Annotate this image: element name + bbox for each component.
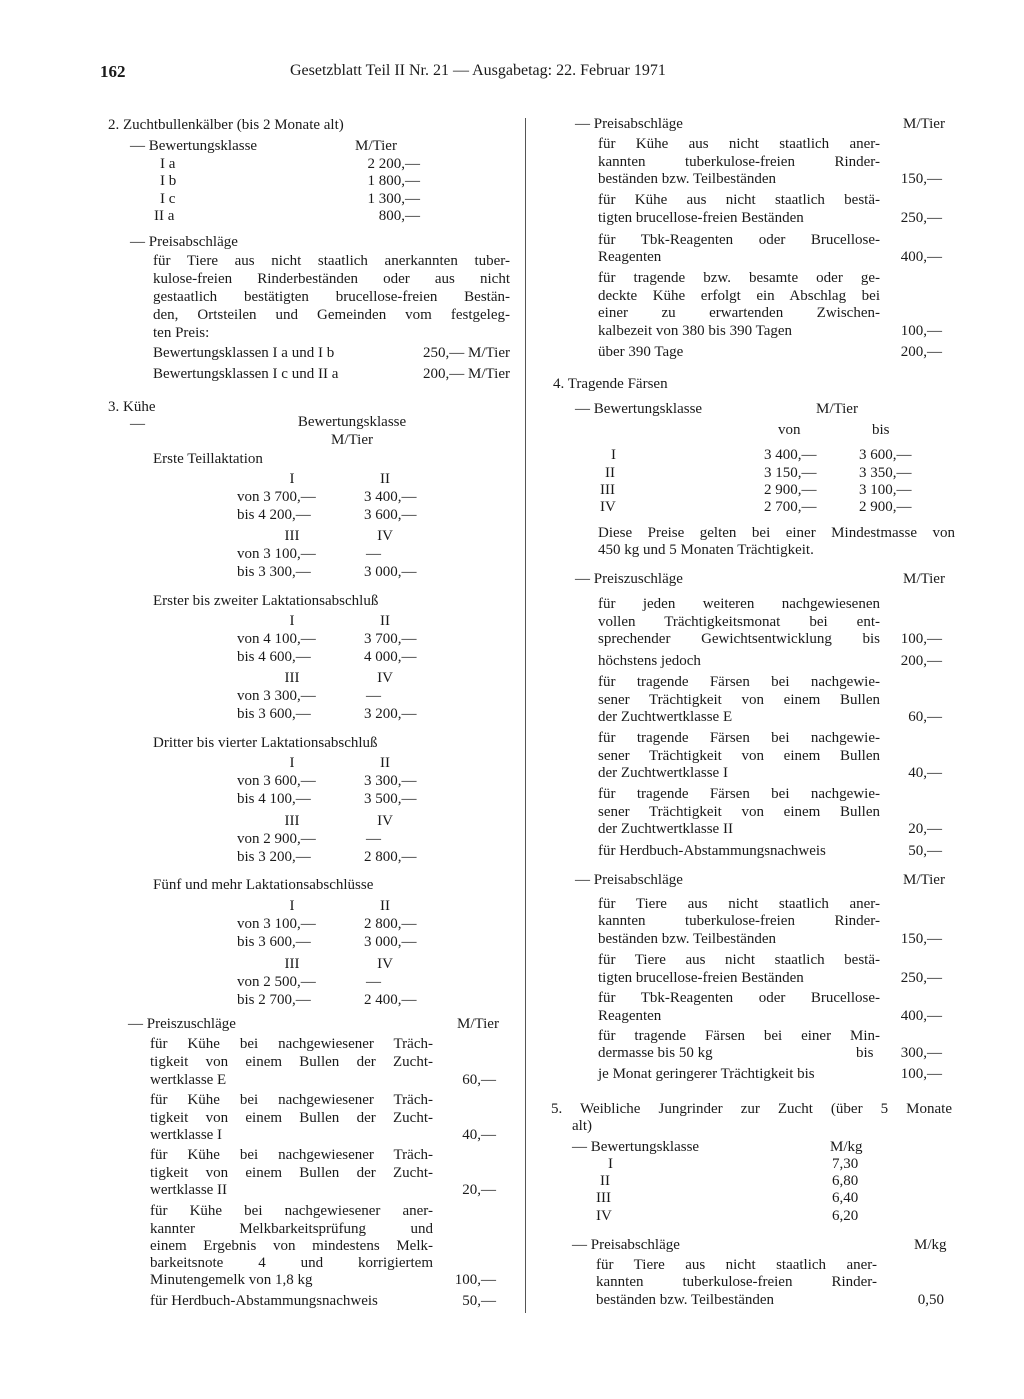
text-line: wertklasse II xyxy=(150,1182,228,1198)
text-line: tigkeit von einem Bullen der Zucht- xyxy=(150,1165,433,1181)
price-value: 400,— xyxy=(900,1008,942,1024)
class-label: I a xyxy=(160,156,176,172)
price-value: 3 600,— xyxy=(364,507,417,523)
text-line: der Zuchtwertklasse I xyxy=(598,765,728,781)
class-label: III xyxy=(600,482,615,498)
class-label: I xyxy=(611,447,616,463)
text-line: für Kühe aus nicht staatlich aner- xyxy=(598,136,880,152)
dash: — xyxy=(130,416,145,432)
text-line: für Tiere aus nicht staatlich aner- xyxy=(598,896,880,912)
text-line: tigkeit von einem Bullen der Zucht- xyxy=(150,1110,433,1126)
price-value: 6,20 xyxy=(832,1208,859,1224)
price-value: 300,— xyxy=(900,1045,942,1061)
price-value: 40,— xyxy=(908,765,942,781)
price-value: 100,— xyxy=(900,1066,942,1082)
class-heading: IV xyxy=(377,956,393,972)
unit-label: M/Tier xyxy=(903,872,945,888)
class-heading: III xyxy=(284,813,300,829)
price-to: bis 3 600,— xyxy=(237,706,311,722)
group-title: Erste Teillaktation xyxy=(153,451,263,467)
text-line: Reagenten xyxy=(598,249,662,265)
text-line: für tragende Färsen bei nachgewie- xyxy=(598,674,880,690)
text-line: für Tiere aus nicht staatlich anerkannten tuber- xyxy=(153,253,510,269)
text-line: tigten brucellose-freien Beständen xyxy=(598,210,804,226)
bewertungsklasse-label: Bewertungsklasse xyxy=(297,414,407,430)
price-value: 150,— xyxy=(900,171,942,187)
column-heading-von: von xyxy=(778,422,801,438)
price-from: von 3 300,— xyxy=(237,688,316,704)
price-value: — xyxy=(366,688,381,704)
text-line: sener Trächtigkeit von einem Bullen xyxy=(598,692,880,708)
text-line: der Zuchtwertklasse E xyxy=(598,709,733,725)
text-line: für Tiere aus nicht staatlich bestä- xyxy=(598,952,880,968)
class-heading: II xyxy=(380,471,390,487)
text-line: kannter Melkbarkeitsprüfung und xyxy=(150,1221,433,1237)
text-line: tigkeit von einem Bullen der Zucht- xyxy=(150,1054,433,1070)
price-value: 6,80 xyxy=(832,1173,859,1189)
price-to: 2 900,— xyxy=(859,499,912,515)
price-value: 20,— xyxy=(908,821,942,837)
price-value: 3 700,— xyxy=(364,631,417,647)
bewertungsklasse-label: — Bewertungsklasse xyxy=(130,138,258,154)
class-heading: III xyxy=(284,528,300,544)
text-line: für Kühe bei nachgewiesener Träch- xyxy=(150,1092,433,1108)
text-line: Diese Preise gelten bei einer Mindestmasse von xyxy=(598,525,955,541)
preiszuschlaege-label: — Preiszuschläge xyxy=(128,1016,236,1032)
class-value: 1 300,— xyxy=(367,191,420,207)
text-line: je Monat geringerer Trächtigkeit bis xyxy=(598,1066,815,1082)
text-line: Reagenten xyxy=(598,1008,662,1024)
abschlag-label: Bewertungsklassen I a und I b xyxy=(153,345,335,361)
class-value: 2 200,— xyxy=(367,156,420,172)
class-heading: II xyxy=(380,755,390,771)
text-line: für Kühe bei nachgewiesener aner- xyxy=(150,1203,433,1219)
text-line: einer zu erwartenden Zwischen- xyxy=(598,305,880,321)
price-value: 2 800,— xyxy=(364,916,417,932)
text-line: ten Preis: xyxy=(153,325,210,341)
text-line: kannten tuberkulose-freien Rinder- xyxy=(598,913,880,929)
price-from: von 2 900,— xyxy=(237,831,316,847)
text-line: kalbezeit von 380 bis 390 Tagen xyxy=(598,323,793,339)
text-line: für Kühe bei nachgewiesener Träch- xyxy=(150,1147,433,1163)
text-line: 450 kg und 5 Monaten Trächtigkeit. xyxy=(598,542,814,558)
price-value: 40,— xyxy=(462,1127,496,1143)
class-label: II xyxy=(600,1173,610,1189)
class-label: II a xyxy=(154,208,175,224)
price-value: 100,— xyxy=(900,323,942,339)
class-label: III xyxy=(596,1190,611,1206)
price-value: 250,— xyxy=(900,970,942,986)
text-line: dermasse bis 50 kg xyxy=(598,1045,713,1061)
preiszuschlaege-label: — Preiszuschläge xyxy=(575,571,683,587)
price-value: 100,— xyxy=(454,1272,496,1288)
bewertungsklasse-label: — Bewertungsklasse xyxy=(575,401,703,417)
price-value: 3 400,— xyxy=(364,489,417,505)
unit-label: M/kg xyxy=(914,1237,947,1253)
unit-label: M/Tier xyxy=(355,138,397,154)
preisabschlaege-label: — Preisabschläge xyxy=(575,116,683,132)
price-value: 50,— xyxy=(462,1293,496,1309)
price-from: von 4 100,— xyxy=(237,631,316,647)
class-heading: IV xyxy=(377,528,393,544)
section-2-title: 2. Zuchtbullenkälber (bis 2 Monate alt) xyxy=(108,117,344,133)
price-to: bis 3 600,— xyxy=(237,934,311,950)
price-to: 3 100,— xyxy=(859,482,912,498)
class-label: I b xyxy=(160,173,177,189)
abschlag-value: 200,— M/Tier xyxy=(423,366,510,382)
text-line: beständen bzw. Teilbeständen xyxy=(598,171,777,187)
class-label: II xyxy=(605,465,615,481)
text-line: gestaatlich bestätigten brucellose-freien Bestän- xyxy=(153,289,510,305)
unit-label: M/Tier xyxy=(457,1016,499,1032)
unit-label: M/kg xyxy=(830,1139,863,1155)
price-to: 3 600,— xyxy=(859,447,912,463)
price-value: 0,50 xyxy=(917,1292,944,1308)
price-value: 60,— xyxy=(908,709,942,725)
class-heading: IV xyxy=(377,813,393,829)
price-to: bis 2 700,— xyxy=(237,992,311,1008)
text-line: wertklasse I xyxy=(150,1127,223,1143)
price-value: — xyxy=(366,831,381,847)
page-number: 162 xyxy=(100,62,126,81)
section-5-title: 5. Weibliche Jungrinder zur Zucht (über 5 Monate xyxy=(551,1101,952,1117)
price-to: bis 3 200,— xyxy=(237,849,311,865)
text-line: Minutengemelk von 1,8 kg xyxy=(150,1272,313,1288)
price-value: 3 300,— xyxy=(364,773,417,789)
text-line: vollen Trächtigkeitsmonat bei ent- xyxy=(598,614,880,630)
text-line: für tragende Färsen bei nachgewie- xyxy=(598,730,880,746)
price-value: 200,— xyxy=(900,344,942,360)
price-value: 3 000,— xyxy=(364,934,417,950)
unit-label: M/Tier xyxy=(816,401,858,417)
text-line: barkeitsnote 4 und korrigiertem xyxy=(150,1255,433,1271)
text-line: einem Ergebnis von mindestens Melk- xyxy=(150,1238,433,1254)
class-value: 1 800,— xyxy=(367,173,420,189)
unit-label: M/Tier xyxy=(331,432,373,448)
text-line: für Herdbuch-Abstammungsnachweis xyxy=(598,843,826,859)
abschlag-label: Bewertungsklassen I c und II a xyxy=(153,366,339,382)
column-heading-bis: bis xyxy=(872,422,890,438)
price-from: von 3 100,— xyxy=(237,546,316,562)
price-from: 2 900,— xyxy=(764,482,817,498)
price-value: 400,— xyxy=(900,249,942,265)
price-from: 2 700,— xyxy=(764,499,817,515)
price-value: 100,— xyxy=(900,631,942,647)
section-3-title: 3. Kühe xyxy=(108,399,156,415)
price-value: 2 800,— xyxy=(364,849,417,865)
price-from: 3 400,— xyxy=(764,447,817,463)
text-line: tigten brucellose-freien Beständen xyxy=(598,970,804,986)
text-line: für jeden weiteren nachgewiesenen xyxy=(598,596,880,612)
text-line: für Tiere aus nicht staatlich aner- xyxy=(596,1257,877,1273)
page-header-title: Gesetzblatt Teil II Nr. 21 — Ausgabetag: 22. Februar 1971 xyxy=(290,62,666,79)
abschlag-value: 250,— M/Tier xyxy=(423,345,510,361)
text-line: für tragende bzw. besamte oder ge- xyxy=(598,270,880,286)
text-line: für tragende Färsen bei nachgewie- xyxy=(598,786,880,802)
text-line: kannten tuberkulose-freien Rinder- xyxy=(596,1274,877,1290)
preisabschlaege-label: — Preisabschläge xyxy=(130,234,238,250)
price-from: 3 150,— xyxy=(764,465,817,481)
text-line: für tragende Färsen bei einer Min- xyxy=(598,1028,880,1044)
text-line: über 390 Tage xyxy=(598,344,684,360)
price-value: 60,— xyxy=(462,1072,496,1088)
price-to: bis 3 300,— xyxy=(237,564,311,580)
price-value: — xyxy=(366,546,381,562)
class-heading: I xyxy=(289,613,295,629)
section-4-title: 4. Tragende Färsen xyxy=(553,376,668,392)
preisabschlaege-label: — Preisabschläge xyxy=(575,872,683,888)
text-line: kulose-freien Rinderbeständen oder aus nicht xyxy=(153,271,510,287)
class-label: I c xyxy=(160,191,176,207)
column-divider xyxy=(525,118,526,1313)
class-label: IV xyxy=(596,1208,612,1224)
price-value: 4 000,— xyxy=(364,649,417,665)
section-5-title-cont: alt) xyxy=(572,1118,592,1134)
text-line: sener Trächtigkeit von einem Bullen xyxy=(598,804,880,820)
price-value: 6,40 xyxy=(832,1190,859,1206)
text-line: sprechender Gewichtsentwicklung bis xyxy=(598,631,880,647)
class-label: I xyxy=(608,1156,613,1172)
class-heading: III xyxy=(284,670,300,686)
text-line: für Kühe aus nicht staatlich bestä- xyxy=(598,192,880,208)
text-line: sener Trächtigkeit von einem Bullen xyxy=(598,748,880,764)
class-label: IV xyxy=(600,499,616,515)
text-line: der Zuchtwertklasse II xyxy=(598,821,733,837)
price-from: von 3 100,— xyxy=(237,916,316,932)
text-line: kannten tuberkulose-freien Rinder- xyxy=(598,154,880,170)
text-line: den, Ortsteilen und Gemeinden vom festgeleg- xyxy=(153,307,510,323)
price-value: 3 200,— xyxy=(364,706,417,722)
price-to: bis 4 200,— xyxy=(237,507,311,523)
text-line: beständen bzw. Teilbeständen xyxy=(596,1292,775,1308)
text-line: für Herdbuch-Abstammungsnachweis xyxy=(150,1293,378,1309)
class-value: 800,— xyxy=(378,208,420,224)
text-line: deckte Kühe erfolgt ein Abschlag bei xyxy=(598,288,880,304)
price-value: — xyxy=(366,974,381,990)
class-heading: I xyxy=(289,471,295,487)
bewertungsklasse-label: — Bewertungsklasse xyxy=(572,1139,700,1155)
price-to: 3 350,— xyxy=(859,465,912,481)
class-heading: I xyxy=(289,898,295,914)
price-value: 150,— xyxy=(900,931,942,947)
price-value: 50,— xyxy=(908,843,942,859)
class-heading: I xyxy=(289,755,295,771)
unit-label: M/Tier xyxy=(903,116,945,132)
text-line: für Kühe bei nachgewiesener Träch- xyxy=(150,1036,433,1052)
text-line: beständen bzw. Teilbeständen xyxy=(598,931,777,947)
unit-label: M/Tier xyxy=(903,571,945,587)
price-from: von 2 500,— xyxy=(237,974,316,990)
price-value: 20,— xyxy=(462,1182,496,1198)
preisabschlaege-label: — Preisabschläge xyxy=(572,1237,680,1253)
text-line: für Tbk-Reagenten oder Brucellose- xyxy=(598,990,880,1006)
price-value: 3 000,— xyxy=(364,564,417,580)
text-line: höchstens jedoch xyxy=(598,653,701,669)
price-value: 250,— xyxy=(900,210,942,226)
group-title: Erster bis zweiter Laktationsabschluß xyxy=(153,593,379,609)
price-from: von 3 600,— xyxy=(237,773,316,789)
price-value: 3 500,— xyxy=(364,791,417,807)
price-value: 200,— xyxy=(900,653,942,669)
text-line: für Tbk-Reagenten oder Brucellose- xyxy=(598,232,880,248)
class-heading: II xyxy=(380,898,390,914)
price-to: bis 4 100,— xyxy=(237,791,311,807)
class-heading: IV xyxy=(377,670,393,686)
group-title: Dritter bis vierter Laktationsabschluß xyxy=(153,735,378,751)
price-value: 2 400,— xyxy=(364,992,417,1008)
price-from: von 3 700,— xyxy=(237,489,316,505)
price-value: 7,30 xyxy=(832,1156,859,1172)
group-title: Fünf und mehr Laktationsabschlüsse xyxy=(153,877,374,893)
class-heading: II xyxy=(380,613,390,629)
text-line: wertklasse E xyxy=(150,1072,227,1088)
class-heading: III xyxy=(284,956,300,972)
price-to: bis 4 600,— xyxy=(237,649,311,665)
text-line: bis xyxy=(856,1045,874,1061)
